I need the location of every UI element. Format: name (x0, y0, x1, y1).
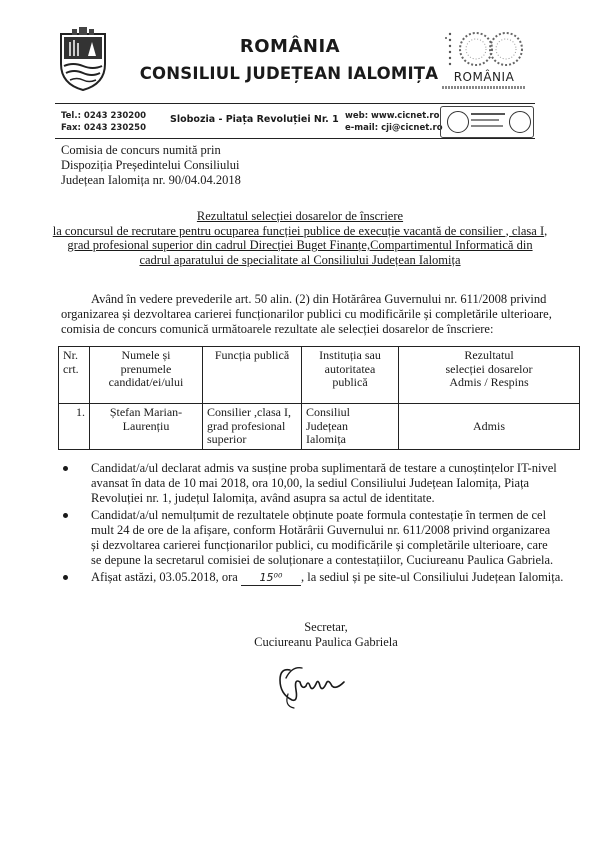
header-bottom-rule (55, 138, 535, 139)
notes-list (63, 461, 563, 588)
posted-time: 15⁰⁰ (241, 570, 301, 586)
commission-line: Comisia de concurs numită prin (61, 143, 221, 157)
council-title: CONSILIUL JUDEȚEAN IALOMIȚA (139, 64, 439, 83)
cell-text: Laurențiu (122, 418, 170, 433)
cell-text: Consilier ,clasa I, (207, 405, 291, 419)
certification-badges (440, 106, 534, 138)
list-item (63, 570, 563, 586)
badge-text-line (471, 113, 505, 115)
title-line: la concursul de recrutare pentru ocuparea funcției publice de execuție vacantă de consilier , clasa I, (52, 223, 548, 238)
table-header-row (59, 347, 580, 404)
header-function (203, 347, 302, 404)
intro-paragraph (61, 292, 552, 337)
cell-text: superior (207, 432, 247, 446)
cell-result: Admis (399, 404, 580, 450)
commission-line: Dispoziția Președintelui Consiliului (61, 158, 240, 172)
badge-text-line (471, 119, 499, 121)
posted-prefix: Afișat astăzi, 03.05.2018, ora (91, 570, 238, 584)
header-text: Instituția sau (319, 348, 381, 362)
website: web: www.cicnet.ro (345, 111, 440, 121)
secretary-name: Cuciureanu Paulica Gabriela (254, 635, 398, 649)
header-text: Nr. (63, 348, 78, 362)
title-line: Rezultatul selecției dosarelor de înscriere (196, 209, 404, 223)
cell-function (203, 404, 302, 450)
cell-institution (302, 404, 399, 450)
phone-number: Tel.: 0243 230200 (61, 111, 147, 121)
header-text: Numele și (121, 348, 171, 362)
header-text: Admis / Respins (449, 375, 529, 389)
header-text: candidat/ei/ului (108, 375, 184, 389)
header-text: autoritatea (324, 361, 376, 376)
fax-number: Fax: 0243 230250 (61, 123, 146, 133)
secretary-block (226, 620, 426, 650)
header-text: crt. (63, 361, 79, 376)
handwritten-signature (272, 660, 362, 712)
commission-line: Județean Ialomița nr. 90/04.04.2018 (61, 173, 241, 187)
header-text: prenumele (120, 361, 172, 376)
list-item (63, 508, 563, 568)
cell-text: Județean (306, 418, 348, 433)
centenary-subtitle-strip (442, 86, 526, 89)
phone-fax-block (61, 110, 146, 134)
header-institution (302, 347, 399, 404)
note-line: avansat în data de 10 mai 2018, ora 10,00, la sediul Consiliului Județean Ialomița, Piața (91, 476, 530, 490)
intro-line: organizarea și dezvoltarea carierei funcționarilor publici cu modificările și completările ulterioare, (61, 307, 552, 321)
bullet-icon (63, 466, 68, 471)
centenary-logo (438, 28, 530, 100)
web-email-block (345, 110, 443, 134)
note-line: Candidat/a/ul nemulțumit de rezultatele obținute poate formula contestație în termen de cel (91, 508, 547, 522)
header-top-rule (55, 103, 535, 104)
header-text: selecției dosarelor (445, 361, 533, 376)
address: Slobozia - Piața Revoluției Nr. 1 (170, 114, 339, 125)
bullet-icon (63, 575, 68, 580)
note-line: se depune la secretarul comisiei de soluționare a contestațiilor, Cuciureanu Paulica Gabriela. (91, 553, 554, 567)
title-line: grad profesional superior din cadrul Direcției Buget Finanțe,Compartimentul Informatică din (67, 238, 533, 252)
results-table (58, 346, 580, 450)
table-row (59, 404, 580, 450)
header-text: Funcția publică (214, 348, 290, 362)
centenary-label: ROMÂNIA (453, 70, 515, 84)
cell-text: Ialomița (306, 432, 346, 446)
posted-line (91, 570, 563, 586)
certification-seal-icon (447, 111, 469, 133)
list-item (63, 461, 563, 506)
header-name (90, 347, 203, 404)
header-text: Rezultatul (464, 348, 514, 362)
intro-line: Având în vedere prevederile art. 50 alin. (2) din Hotărârea Guvernului nr. 611/2008 privind (91, 292, 547, 306)
note-line: mult 24 de ore de la afișare, conform Hotărârii Guvernului nr. 611/2008 privind organizarea (91, 523, 551, 537)
note-line: Revoluției nr. 1, județul Ialomița, având asupra sa actul de identitate. (91, 491, 435, 505)
posted-suffix: , la sediul și pe site-ul Consiliului Județean Ialomița. (300, 570, 564, 584)
cell-name (90, 404, 203, 450)
cell-text: Ștefan Marian- (109, 405, 183, 419)
document-title (40, 209, 560, 267)
note-line: Candidat/a/ul declarat admis va susține proba suplimentară de testare a cunoștințelor IT-nivel (91, 461, 557, 475)
bullet-icon (63, 513, 68, 518)
cell-text: Consiliul (306, 405, 351, 419)
country-title: ROMÂNIA (239, 36, 341, 57)
header-text: publică (332, 375, 368, 389)
note-line: și dezvoltarea carierei funcționarilor publici, cu modificările și completările ulterioare, care (91, 538, 548, 552)
email-address: e-mail: cji@cicnet.ro (345, 123, 443, 133)
header-nr (59, 347, 90, 404)
title-line: cadrul aparatului de specialitate al Consiliului Județean Ialomița (139, 252, 461, 267)
cell-nr: 1. (59, 404, 90, 450)
cell-text: grad profesional (207, 418, 286, 433)
intro-line: comisia de concurs comunică următoarele rezultate ale selecției dosarelor de înscriere: (61, 322, 494, 336)
header-result (399, 347, 580, 404)
certification-seal-icon (509, 111, 531, 133)
commission-block (61, 143, 241, 188)
secretary-role: Secretar, (304, 620, 348, 634)
centenary-100-icon (442, 28, 526, 72)
county-coat-of-arms-icon (58, 26, 108, 92)
badge-text-line (471, 125, 503, 127)
